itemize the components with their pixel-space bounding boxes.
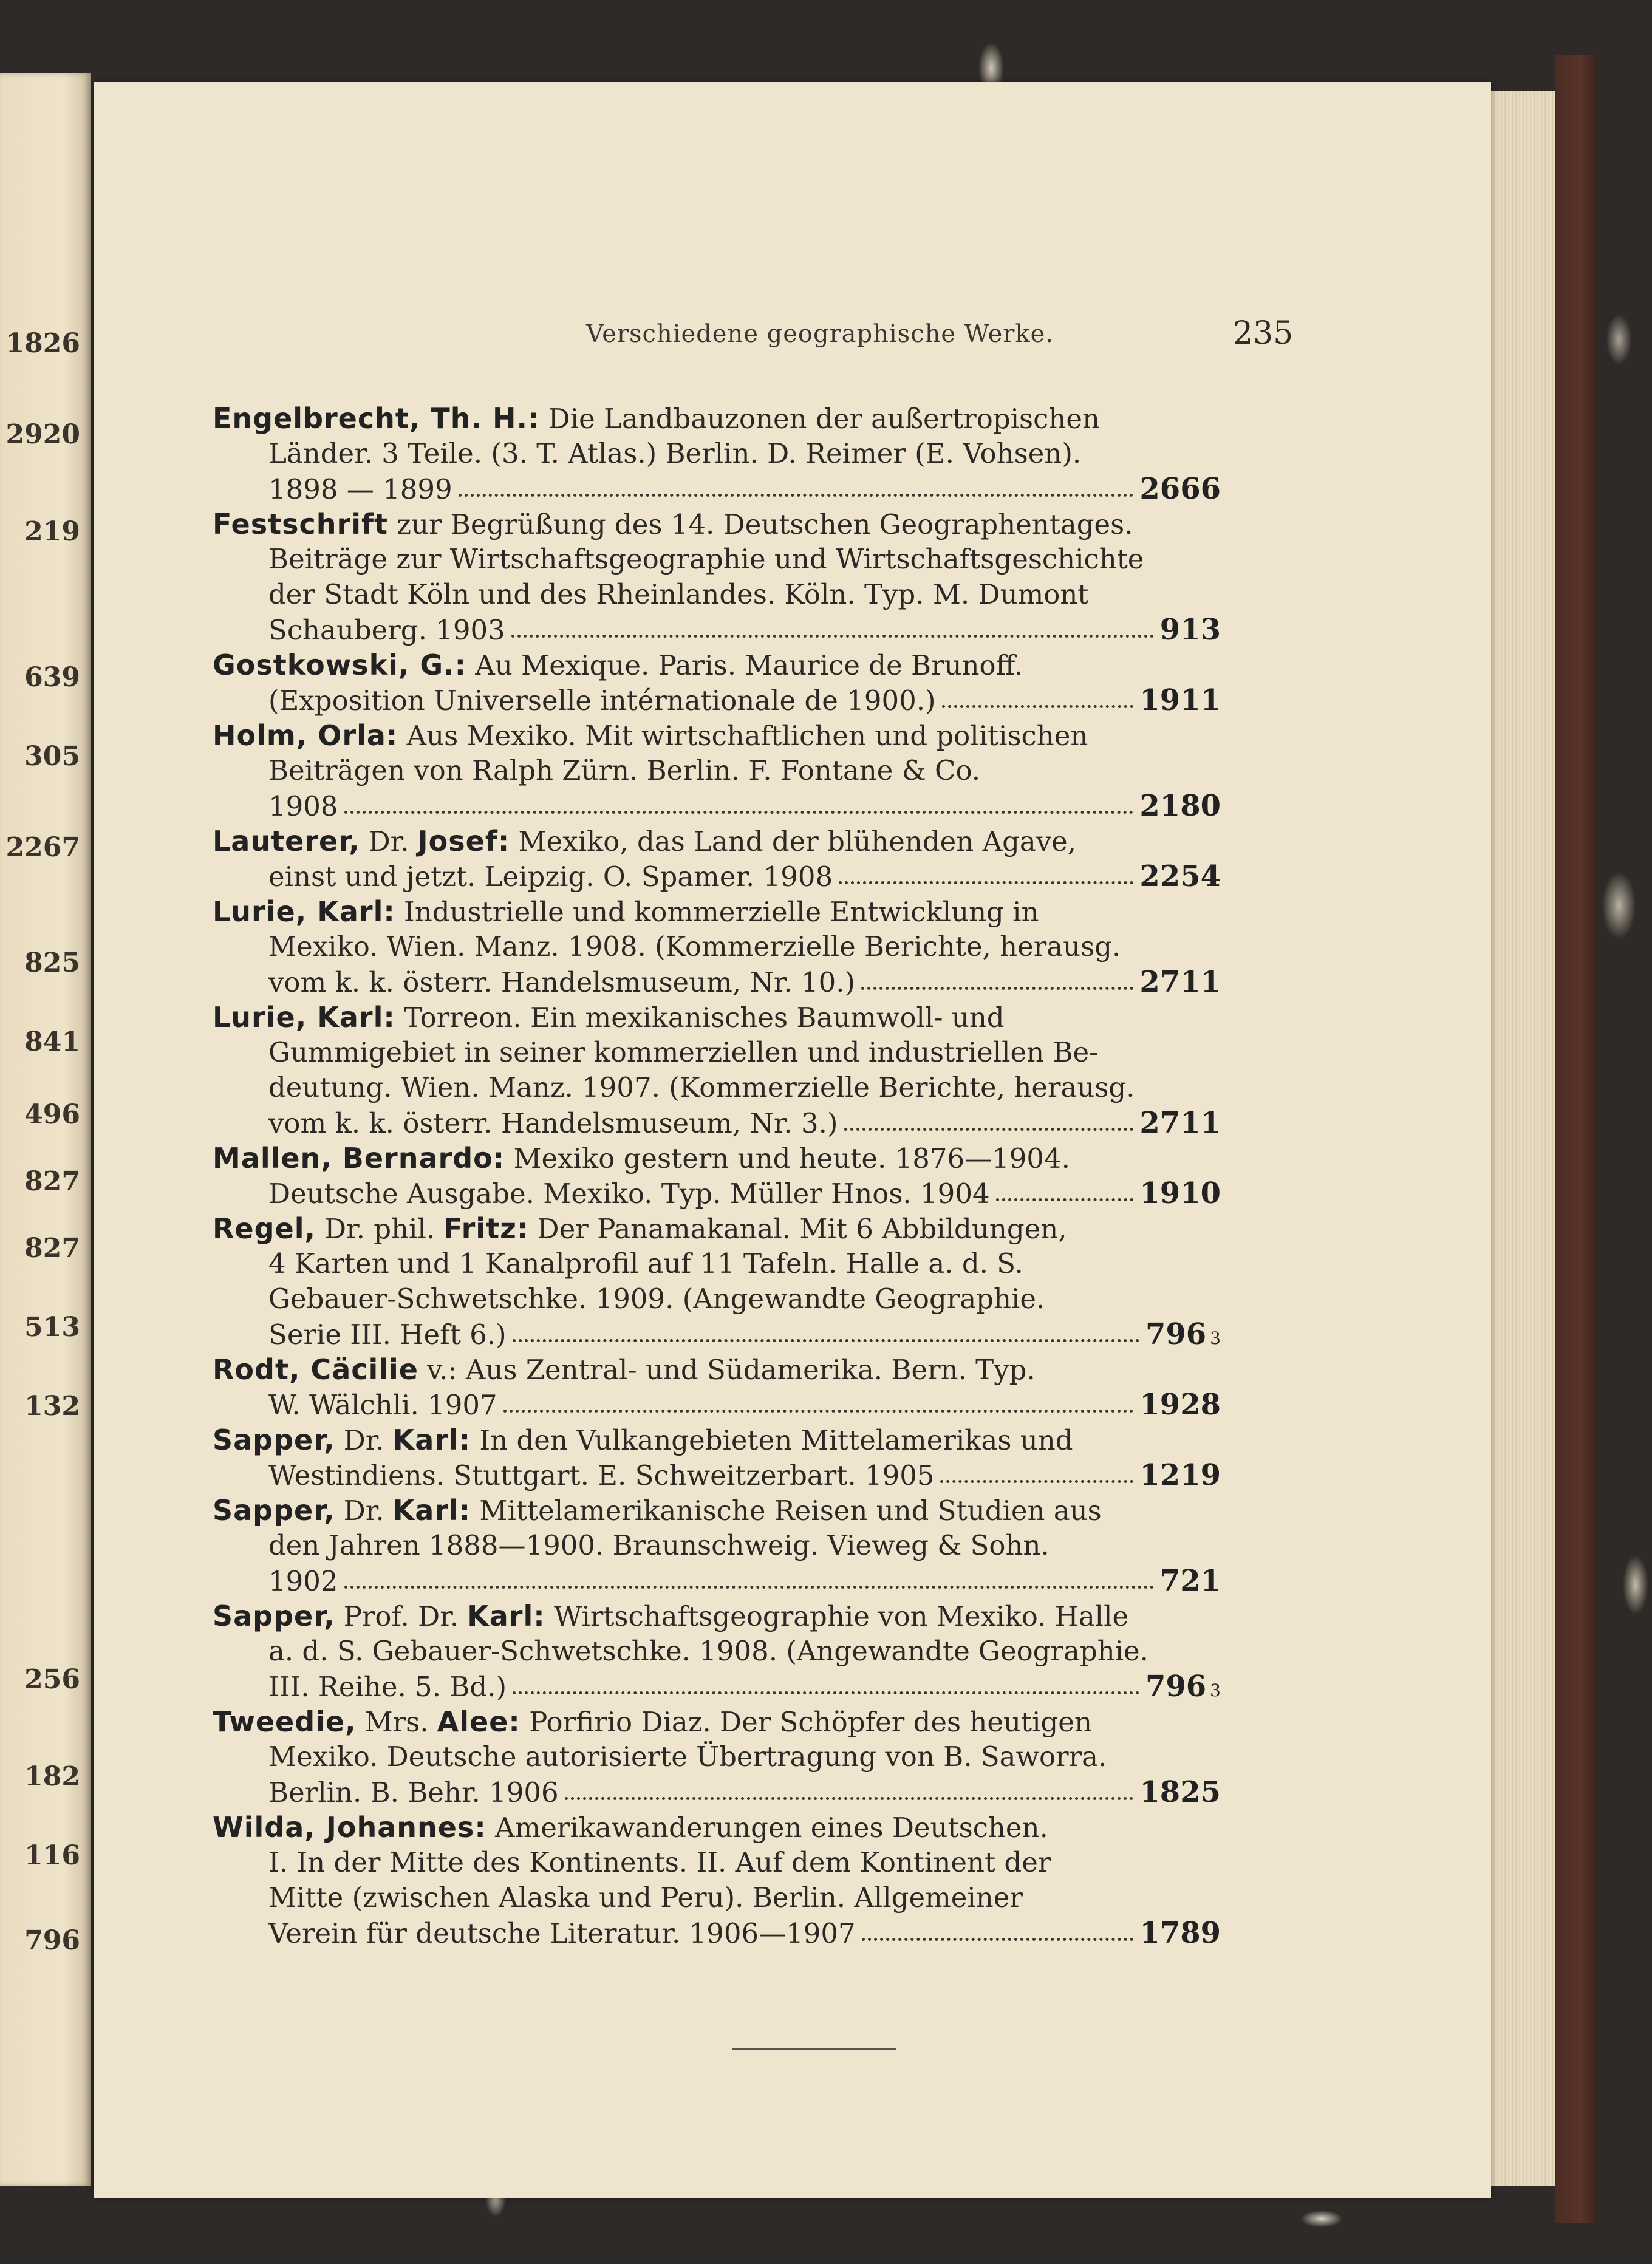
left-page-number: 1826 <box>5 328 80 359</box>
dot-leader <box>839 881 1133 884</box>
entry-line <box>213 929 1221 964</box>
entry-author-title: Dr. <box>368 825 409 858</box>
entry-line <box>213 1035 1221 1070</box>
catalog-number-value: 1911 <box>1139 683 1221 717</box>
entry-author-name: Alee: <box>437 1705 521 1738</box>
entry-line <box>213 1352 1221 1387</box>
entry-author-name: Karl: <box>392 1424 471 1456</box>
entry-text: 1898 — 1899 <box>268 473 452 505</box>
catalog-number <box>1139 1387 1221 1422</box>
bibliography-entry <box>213 1141 1221 1211</box>
entry-line <box>213 1422 1221 1458</box>
left-page-number: 513 <box>24 1312 80 1343</box>
entry-text: deutung. Wien. Manz. 1907. (Kommerzielle Berichte, herausg. <box>268 1071 1135 1103</box>
entry-author: Rodt, Cäcilie <box>213 1353 418 1386</box>
dot-leader <box>503 1410 1134 1413</box>
page-number: 235 <box>1233 315 1294 352</box>
entry-line <box>213 1493 1221 1528</box>
entry-text: a. d. S. Gebauer-Schwetschke. 1908. (Angewandte Geographie. <box>268 1635 1149 1667</box>
entry-line <box>213 1915 1221 1951</box>
entry-text: Beiträge zur Wirtschaftsgeographie und Wirtschaftsgeschichte <box>268 543 1144 575</box>
left-page-edge <box>0 73 91 2186</box>
entry-line <box>213 1458 1221 1493</box>
entry-line <box>213 401 1221 436</box>
left-page-number: 256 <box>24 1664 80 1695</box>
bibliography-entry <box>213 647 1221 718</box>
page-header <box>94 315 1491 356</box>
entry-text: Berlin. B. Behr. 1906 <box>268 1776 559 1809</box>
catalog-number <box>1139 1105 1221 1141</box>
entry-author-title: Dr. <box>343 1495 384 1527</box>
catalog-number <box>1160 1563 1221 1598</box>
entry-line <box>213 753 1221 788</box>
entry-author: Lurie, Karl: <box>213 1001 395 1034</box>
catalog-number-value: 2666 <box>1139 472 1221 506</box>
entry-author-title: v.: <box>427 1354 457 1386</box>
entry-author: Sapper, <box>213 1424 335 1456</box>
entry-line <box>213 471 1221 506</box>
bibliography-entry <box>213 823 1221 894</box>
bibliography-entry <box>213 1000 1221 1141</box>
entry-text: Industrielle und kommerzielle Entwicklung in <box>395 896 1039 928</box>
book-binding <box>1555 55 1597 2223</box>
entry-line <box>213 1105 1221 1141</box>
entry-line <box>213 964 1221 1000</box>
left-page-number: 825 <box>24 947 80 978</box>
entry-line <box>213 718 1221 753</box>
catalog-number-value: 796 <box>1145 1317 1207 1351</box>
entry-author: Tweedie, <box>213 1705 357 1738</box>
entry-line <box>213 1810 1221 1845</box>
dot-leader <box>942 705 1134 708</box>
entry-text: 1902 <box>268 1565 338 1597</box>
dot-leader <box>940 1480 1133 1483</box>
entry-text: Die Landbauzonen der außertropischen <box>539 403 1100 435</box>
entry-text: Torreon. Ein mexikanisches Baumwoll- und <box>395 1001 1005 1034</box>
catalog-number-value: 2254 <box>1139 859 1221 893</box>
catalog-number-value: 1825 <box>1139 1775 1221 1809</box>
bibliography-list <box>213 401 1221 1951</box>
dot-leader <box>344 1586 1154 1589</box>
catalog-number-value: 1219 <box>1139 1458 1221 1492</box>
entry-line <box>213 577 1221 612</box>
entry-line <box>213 1880 1221 1915</box>
entry-text: Au Mexique. Paris. Maurice de Brunoff. <box>466 649 1023 681</box>
entry-line <box>213 542 1221 577</box>
catalog-number <box>1160 612 1221 647</box>
entry-line <box>213 859 1221 894</box>
entry-line <box>213 1704 1221 1739</box>
entry-author: Lauterer, <box>213 825 360 858</box>
bibliography-entry <box>213 1704 1221 1810</box>
entry-author: Wilda, Johannes: <box>213 1811 486 1844</box>
entry-text: In den Vulkangebieten Mittelamerikas und <box>471 1424 1073 1456</box>
entry-author-name: Karl: <box>467 1600 545 1632</box>
entry-text: Mexiko. Deutsche autorisierte Übertragung von B. Saworra. <box>268 1741 1107 1773</box>
entry-text: Verein für deutsche Literatur. 1906—1907 <box>268 1917 856 1949</box>
entry-author-name: Josef: <box>417 825 510 858</box>
catalog-number-value: 1910 <box>1139 1176 1221 1210</box>
entry-author-title: Dr. phil. <box>324 1213 435 1245</box>
catalog-number <box>1139 471 1221 506</box>
book-page <box>94 82 1491 2198</box>
bibliography-entry <box>213 1211 1221 1352</box>
entry-author: Mallen, Bernardo: <box>213 1142 505 1175</box>
left-page-number: 827 <box>24 1166 80 1197</box>
catalog-number-value: 913 <box>1159 613 1221 647</box>
entry-author: Holm, Orla: <box>213 719 398 752</box>
entry-author-title: Mrs. <box>364 1706 429 1738</box>
entry-author: Lurie, Karl: <box>213 895 395 928</box>
left-page-number: 305 <box>24 741 80 772</box>
entry-text: Gebauer-Schwetschke. 1909. (Angewandte Geographie. <box>268 1283 1045 1315</box>
entry-line <box>213 1598 1221 1634</box>
entry-text: Westindiens. Stuttgart. E. Schweitzerbart. 1905 <box>268 1459 935 1492</box>
bibliography-entry <box>213 718 1221 823</box>
entry-line <box>213 894 1221 929</box>
entry-text: Porfirio Diaz. Der Schöpfer des heutigen <box>520 1706 1092 1738</box>
entry-text: Länder. 3 Teile. (3. T. Atlas.) Berlin. D. Reimer (E. Vohsen). <box>268 437 1082 469</box>
entry-line <box>213 506 1221 542</box>
catalog-number <box>1145 1317 1221 1356</box>
entry-text: Deutsche Ausgabe. Mexiko. Typ. Müller Hnos. 1904 <box>268 1178 990 1210</box>
entry-line <box>213 647 1221 683</box>
entry-text: Aus Mexiko. Mit wirtschaftlichen und politischen <box>398 720 1088 752</box>
entry-text: Aus Zentral- und Südamerika. Bern. Typ. <box>457 1354 1036 1386</box>
catalog-number <box>1139 683 1221 718</box>
end-rule <box>732 2048 896 2050</box>
entry-text: Amerikawanderungen eines Deutschen. <box>486 1812 1048 1844</box>
dot-leader <box>565 1797 1134 1800</box>
dot-leader <box>513 1691 1139 1694</box>
bibliography-entry <box>213 894 1221 1000</box>
entry-text: Mexiko, das Land der blühenden Agave, <box>510 825 1077 858</box>
entry-author: Engelbrecht, Th. H.: <box>213 402 540 435</box>
entry-line <box>213 1141 1221 1176</box>
dot-leader <box>459 494 1134 497</box>
catalog-number <box>1139 1458 1221 1493</box>
dot-leader <box>996 1198 1134 1201</box>
bibliography-entry <box>213 1352 1221 1422</box>
catalog-number-value: 721 <box>1159 1564 1221 1598</box>
entry-author-title: Dr. <box>343 1424 384 1456</box>
bibliography-entry <box>213 1422 1221 1493</box>
entry-line <box>213 1317 1221 1352</box>
left-page-number: 2920 <box>5 419 80 450</box>
left-page-number: 827 <box>24 1233 80 1264</box>
left-page-number: 841 <box>24 1026 80 1057</box>
entry-author: Sapper, <box>213 1600 335 1632</box>
entry-author: Festschrift <box>213 508 388 540</box>
entry-text: Der Panamakanal. Mit 6 Abbildungen, <box>528 1213 1067 1245</box>
entry-text: Gummigebiet in seiner kommerziellen und industriellen Be- <box>268 1036 1099 1068</box>
bibliography-entry <box>213 1493 1221 1598</box>
entry-text: vom k. k. österr. Handelsmuseum, Nr. 10.) <box>268 966 856 998</box>
catalog-number-value: 796 <box>1145 1669 1207 1703</box>
entry-author: Gostkowski, G.: <box>213 649 467 681</box>
entry-line <box>213 1000 1221 1035</box>
entry-line <box>213 1845 1221 1880</box>
entry-text: 1908 <box>268 790 338 822</box>
entry-text: Mitte (zwischen Alaska und Peru). Berlin. Allgemeiner <box>268 1881 1023 1914</box>
entry-line <box>213 1563 1221 1598</box>
catalog-number-value: 2180 <box>1139 789 1221 823</box>
catalog-number-value: 2711 <box>1139 1106 1221 1140</box>
entry-text: vom k. k. österr. Handelsmuseum, Nr. 3.) <box>268 1107 838 1139</box>
entry-text: der Stadt Köln und des Rheinlandes. Köln. Typ. M. Dumont <box>268 578 1089 610</box>
entry-line <box>213 1387 1221 1422</box>
catalog-number-value: 2711 <box>1139 965 1221 999</box>
bibliography-entry <box>213 1810 1221 1951</box>
bibliography-entry <box>213 1598 1221 1704</box>
entry-text: I. In der Mitte des Kontinents. II. Auf dem Kontinent der <box>268 1846 1051 1878</box>
entry-text: (Exposition Universelle intérnationale de 1900.) <box>268 684 936 717</box>
left-page-number: 2267 <box>5 832 80 863</box>
entry-line <box>213 683 1221 718</box>
entry-line <box>213 1739 1221 1775</box>
entry-line <box>213 1634 1221 1669</box>
dot-leader <box>513 1339 1139 1342</box>
dot-leader <box>861 987 1133 990</box>
catalog-number <box>1139 859 1221 894</box>
dot-leader <box>344 811 1134 814</box>
left-page-number: 132 <box>24 1391 80 1422</box>
entry-text: W. Wälchli. 1907 <box>268 1389 497 1421</box>
entry-text: Schauberg. 1903 <box>268 614 505 646</box>
catalog-number-subscript: 3 <box>1210 1680 1221 1700</box>
catalog-number <box>1145 1669 1221 1708</box>
catalog-number <box>1139 1775 1221 1810</box>
entry-line <box>213 1775 1221 1810</box>
bibliography-entry <box>213 506 1221 647</box>
entry-line <box>213 1669 1221 1704</box>
dot-leader <box>844 1128 1134 1131</box>
entry-author-name: Karl: <box>392 1494 471 1527</box>
catalog-number <box>1139 1915 1221 1951</box>
dot-leader <box>511 635 1154 638</box>
left-page-number: 796 <box>24 1925 80 1956</box>
entry-text: zur Begrüßung des 14. Deutschen Geographentages. <box>387 508 1133 540</box>
entry-text: Serie III. Heft 6.) <box>268 1318 507 1351</box>
catalog-number <box>1139 1176 1221 1211</box>
dot-leader <box>862 1938 1134 1941</box>
left-page-number: 116 <box>24 1840 80 1871</box>
entry-text: Mexiko. Wien. Manz. 1908. (Kommerzielle Berichte, herausg. <box>268 930 1121 963</box>
entry-line <box>213 1070 1221 1105</box>
catalog-number-value: 1928 <box>1139 1388 1221 1422</box>
running-head: Verschiedene geographische Werke. <box>586 320 1054 348</box>
entry-line <box>213 1281 1221 1317</box>
entry-author: Sapper, <box>213 1494 335 1527</box>
catalog-number <box>1139 964 1221 1000</box>
entry-text: 4 Karten und 1 Kanalprofil auf 11 Tafeln. Halle a. d. S. <box>268 1247 1023 1280</box>
entry-text: Wirtschaftsgeographie von Mexiko. Halle <box>545 1600 1129 1632</box>
entry-line <box>213 436 1221 471</box>
entry-text: III. Reihe. 5. Bd.) <box>268 1671 507 1703</box>
entry-line <box>213 612 1221 647</box>
entry-text: den Jahren 1888—1900. Braunschweig. Vieweg & Sohn. <box>268 1529 1050 1561</box>
left-page-number: 496 <box>24 1099 80 1130</box>
entry-text: einst und jetzt. Leipzig. O. Spamer. 1908 <box>268 861 833 893</box>
entry-line <box>213 823 1221 859</box>
entry-line <box>213 1528 1221 1563</box>
entry-text: Mexiko gestern und heute. 1876—1904. <box>505 1142 1070 1175</box>
left-page-number: 182 <box>24 1761 80 1792</box>
entry-line <box>213 1211 1221 1246</box>
entry-line <box>213 788 1221 823</box>
entry-line <box>213 1246 1221 1281</box>
catalog-number <box>1139 788 1221 823</box>
entry-text: Beiträgen von Ralph Zürn. Berlin. F. Fontane & Co. <box>268 754 981 786</box>
bibliography-entry <box>213 401 1221 506</box>
catalog-number-value: 1789 <box>1139 1916 1221 1950</box>
catalog-number-subscript: 3 <box>1210 1328 1221 1348</box>
left-page-number: 219 <box>24 516 80 547</box>
left-page-number: 639 <box>24 662 80 693</box>
entry-text: Mittelamerikanische Reisen und Studien aus <box>471 1495 1102 1527</box>
entry-author-name: Fritz: <box>443 1212 529 1245</box>
entry-line <box>213 1176 1221 1211</box>
entry-author-title: Prof. Dr. <box>343 1600 459 1632</box>
entry-author: Regel, <box>213 1212 316 1245</box>
